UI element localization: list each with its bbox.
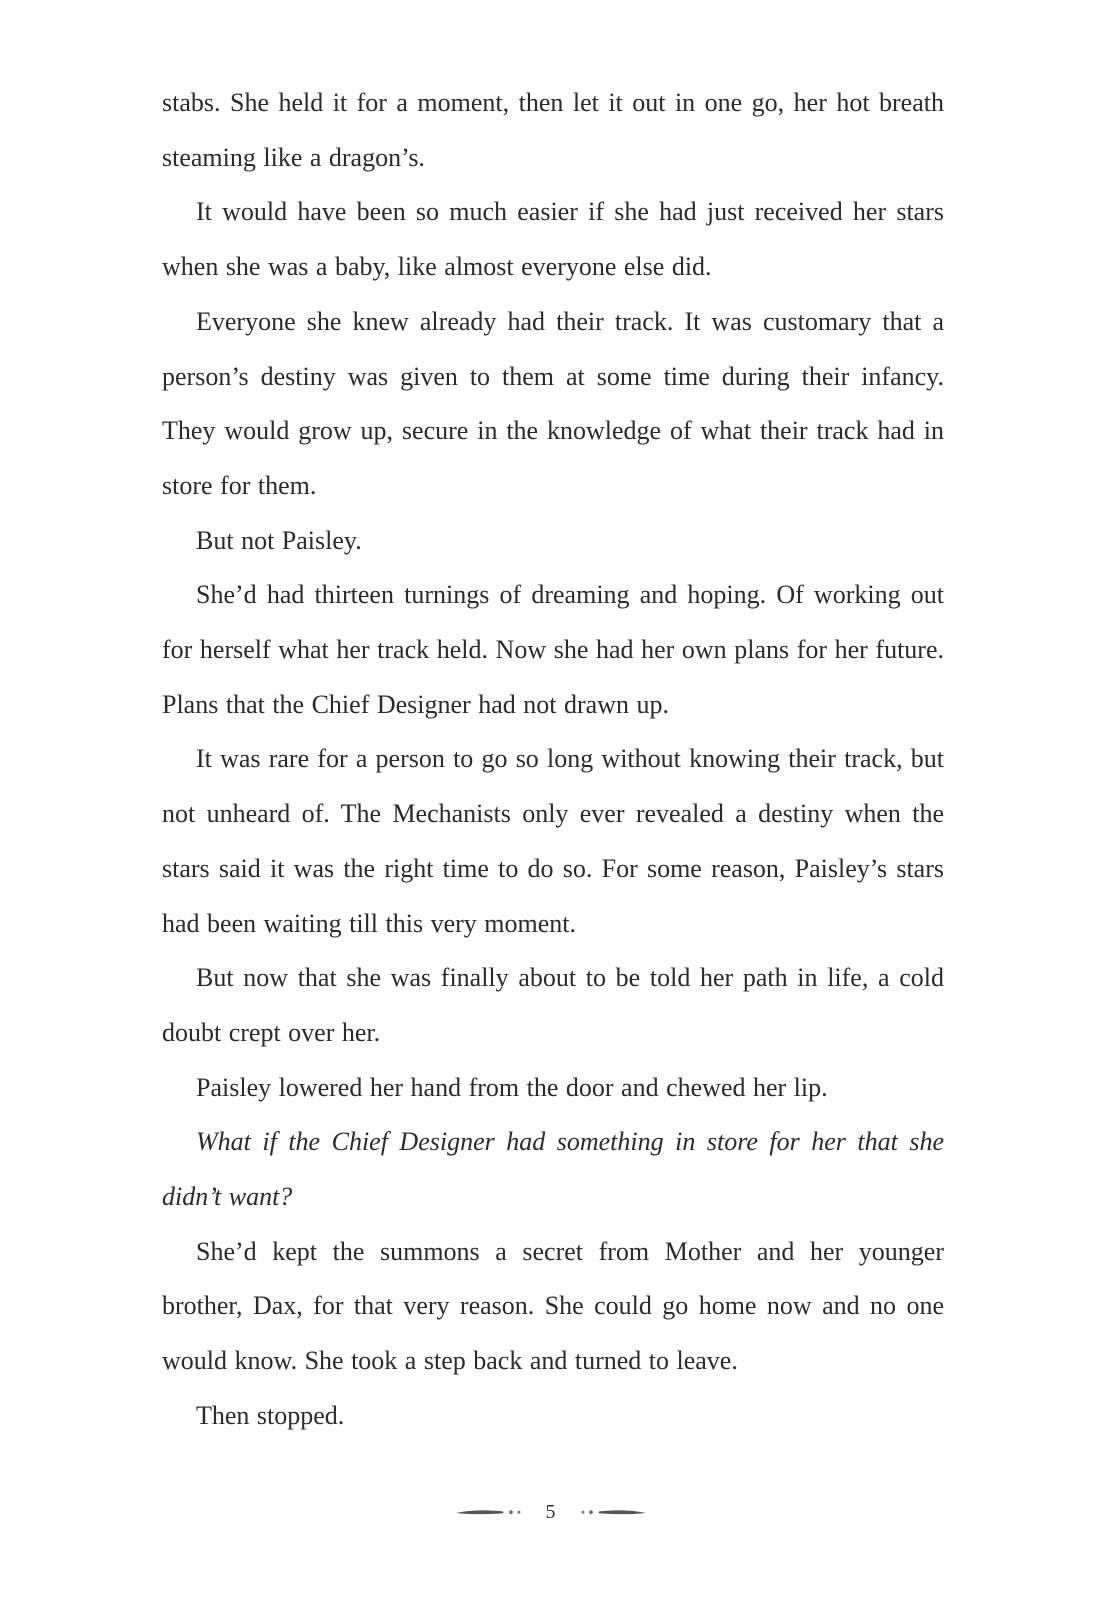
- page-footer: [0, 1492, 1101, 1532]
- paragraph: She’d had thirteen turnings of dreaming and hoping. Of working out for herself what her track held. Now she had her own plans for her future. Plans that the Chief Designer had not drawn up.: [162, 580, 944, 719]
- right-ornament-icon: [578, 1506, 648, 1518]
- paragraph: Everyone she knew already had their track. It was customary that a person’s destiny was given to them at some time during their infancy. They would grow up, secure in the knowledge of what their track had in store for them.: [162, 306, 944, 500]
- paragraph: But not Paisley.: [196, 525, 362, 555]
- paragraph: It would have been so much easier if she had just received her stars when she was a baby, like almost everyone else did.: [162, 197, 944, 282]
- paragraph: She’d kept the summons a secret from Mother and her younger brother, Dax, for that very reason. She could go home now and no one would know. She took a step back and turned to leave.: [162, 1236, 944, 1376]
- left-ornament-icon: [454, 1506, 524, 1518]
- paragraph: Paisley lowered her hand from the door and chewed her lip.: [196, 1072, 828, 1102]
- paragraph: It was rare for a person to go so long without knowing their track, but not unheard of. The Mechanists only ever revealed a destiny when the stars said it was the right time to do so. For some reason, Paisley’s stars had been waiting till this very moment.: [162, 744, 944, 938]
- page-number: 5: [545, 1500, 556, 1523]
- paragraph: But now that she was finally about to be told her path in life, a cold doubt crept over her.: [162, 963, 944, 1047]
- paragraph: Then stopped.: [196, 1400, 345, 1430]
- page-body: [162, 76, 944, 1444]
- paragraph-italic: What if the Chief Designer had something in store for her that she didn’t want?: [162, 1127, 944, 1212]
- paragraph: stabs. She held it for a moment, then let it out in one go, her hot breath steaming like a dragon’s.: [162, 88, 944, 172]
